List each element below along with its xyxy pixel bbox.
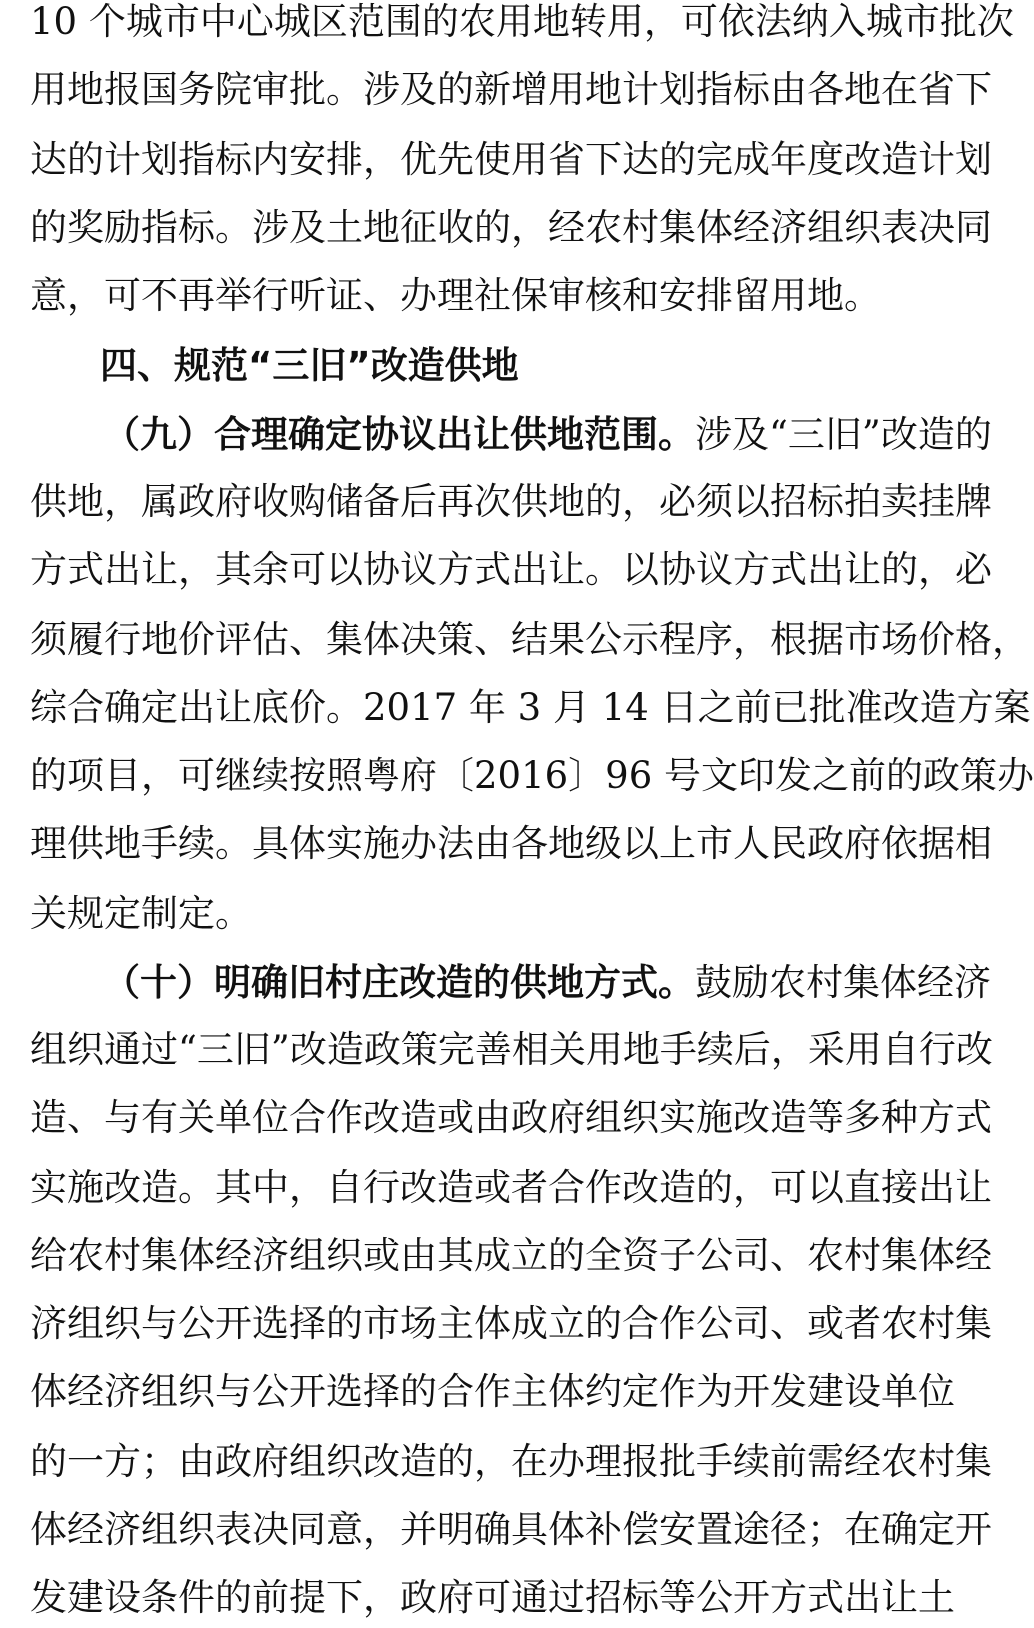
- text-line: 供地，属政府收购储备后再次供地的，必须以招标拍卖挂牌: [30, 480, 992, 523]
- text-line: 造、与有关单位合作改造或由政府组织实施改造等多种方式: [30, 1096, 992, 1139]
- text-line: 达的计划指标内安排，优先使用省下达的完成年度改造计划: [30, 138, 992, 181]
- text-line: 的一方；由政府组织改造的，在办理报批手续前需经农村集: [30, 1440, 992, 1483]
- text-line: 给农村集体经济组织或由其成立的全资子公司、农村集体经: [30, 1234, 992, 1277]
- text-line: 发建设条件的前提下，政府可通过招标等公开方式出让土: [30, 1576, 955, 1619]
- paragraph-text: 涉及“三旧”改造的: [695, 413, 992, 456]
- text-line: 实施改造。其中，自行改造或者合作改造的，可以直接出让: [30, 1166, 992, 1209]
- text-line: 须履行地价评估、集体决策、结果公示程序，根据市场价格，: [30, 618, 1029, 661]
- text-line: 意，可不再举行听证、办理社保审核和安排留用地。: [30, 274, 881, 317]
- paragraph-first-line: [103, 952, 991, 1012]
- text-line: 10 个城市中心城区范围的农用地转用，可依法纳入城市批次: [30, 0, 1014, 43]
- paragraph-first-line: [103, 404, 992, 464]
- paragraph-text: 鼓励农村集体经济: [695, 961, 991, 1004]
- text-line: 组织通过“三旧”改造政策完善相关用地手续后，采用自行改: [30, 1028, 993, 1071]
- text-line: 的奖励指标。涉及土地征收的，经农村集体经济组织表决同: [30, 206, 992, 249]
- paragraph-title: （九）合理确定协议出让供地范围。: [103, 412, 695, 456]
- text-line: 济组织与公开选择的市场主体成立的合作公司、或者农村集: [30, 1302, 992, 1345]
- text-line: 理供地手续。具体实施办法由各地级以上市人民政府依据相: [30, 822, 992, 865]
- section-heading: 四、规范“三旧”改造供地: [100, 344, 519, 387]
- text-line: 体经济组织表决同意，并明确具体补偿安置途径；在确定开: [30, 1508, 992, 1551]
- paragraph-title: （十）明确旧村庄改造的供地方式。: [103, 960, 695, 1004]
- text-line: 综合确定出让底价。2017 年 3 月 14 日之前已批准改造方案: [30, 686, 1031, 729]
- text-line: 方式出让，其余可以协议方式出让。以协议方式出让的，必: [30, 548, 992, 591]
- text-line: 用地报国务院审批。涉及的新增用地计划指标由各地在省下: [30, 68, 992, 111]
- text-line: 的项目，可继续按照粤府〔2016〕96 号文印发之前的政策办: [30, 754, 1034, 797]
- text-line: 关规定制定。: [30, 892, 252, 935]
- text-line: 体经济组织与公开选择的合作主体约定作为开发建设单位: [30, 1370, 955, 1413]
